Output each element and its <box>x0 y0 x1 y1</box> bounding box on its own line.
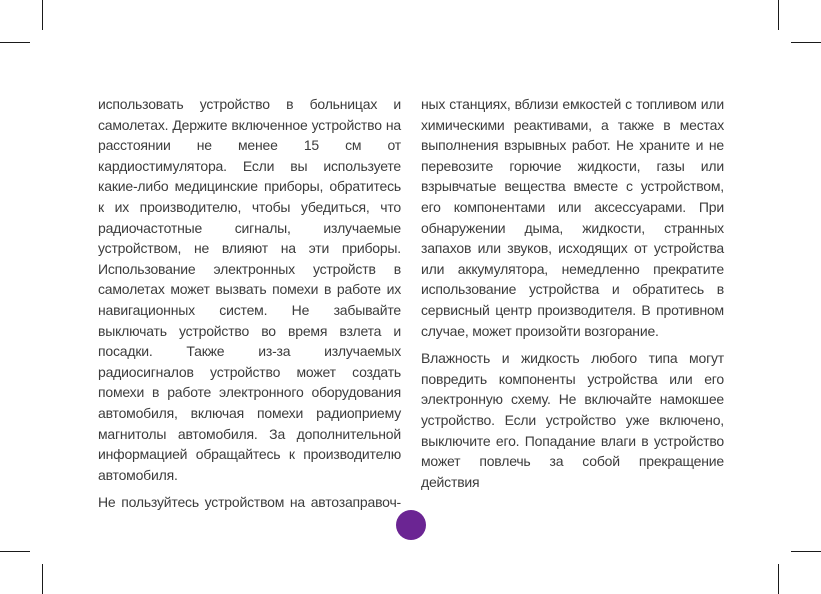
right-paragraph-1: ных станциях, вблизи емкостей с топливом или химическими реактивами, а также в местах выполнения взрывных работ. Не храните и не перевозите горючие жидкости, газы или взрывчатые вещества вместе с устройством, его компонентами или аксессуарами. При обнаружении дыма, жидкости, странных запахов или звуков, исходящих от устройства или аккумулятора, немедленно прекратите использование устройства и обратитесь в сервисный центр производителя. В противном случае, может произойти возгорание. <box>421 96 724 339</box>
page-marker-dot <box>396 510 426 540</box>
crop-mark-top-left-horizontal <box>0 42 30 43</box>
crop-mark-top-right-horizontal <box>791 42 821 43</box>
crop-mark-top-left-vertical <box>42 0 43 30</box>
right-text-column <box>421 94 724 499</box>
crop-mark-bottom-right-horizontal <box>791 551 821 552</box>
left-paragraph-1: использовать устройство в больницах и самолетах. Держите включенное устройство на расстоянии не менее 15 см от кардиостимулятора. Если вы используете какие-либо медицинские приборы, обратитесь к их производителю, чтобы убедиться, что радиочастотные сигналы, излучаемые устройством, не влияют на эти приборы. Использование электронных устройств в самолетах может вызвать помехи в работе их навигационных систем. Не забывайте выключать устройство во время взлета и посадки. Также из-за излучаемых радиосигналов устройство может создать помехи в работе электронного оборудования автомобиля, включая помехи радиоприему магнитолы автомобиля. За дополнительной информацией обращайтесь к производителю автомобиля. <box>98 96 401 483</box>
left-paragraph-2: Не пользуйтесь устройством на автозаправоч- <box>98 494 401 511</box>
crop-mark-bottom-right-vertical <box>778 564 779 594</box>
crop-mark-top-right-vertical <box>778 0 779 30</box>
crop-mark-bottom-left-horizontal <box>0 551 30 552</box>
left-text-column <box>98 94 401 520</box>
right-paragraph-2: Влажность и жидкость любого типа могут повредить компоненты устройства или его электронную схему. Не включайте намокшее устройство. Если устройство уже включено, выключите его. Попадание влаги в устройство может повлечь за собой прекращение действия <box>421 350 724 490</box>
crop-mark-bottom-left-vertical <box>42 564 43 594</box>
